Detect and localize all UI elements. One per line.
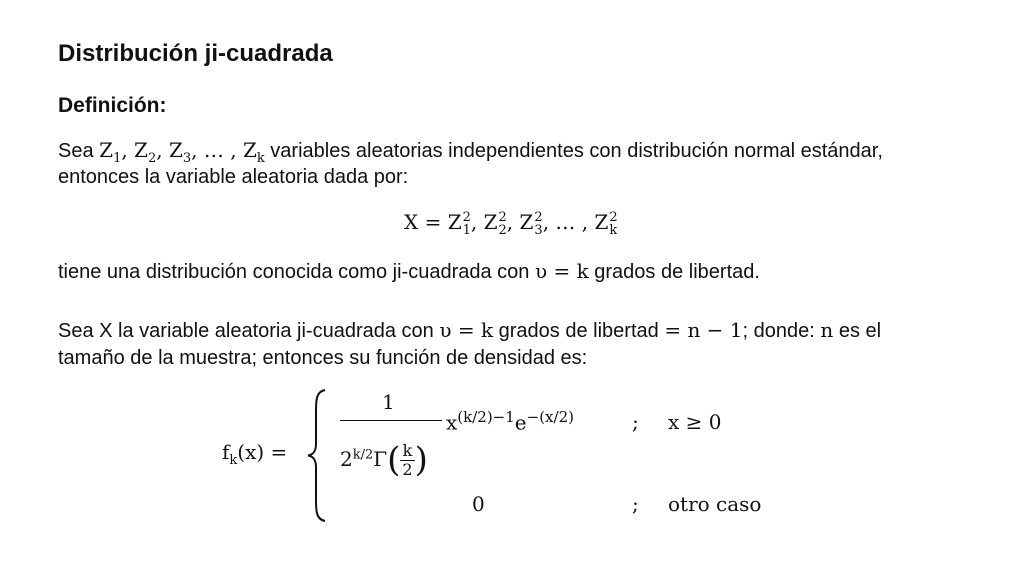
- para2-mid: grados de libertad: [493, 320, 665, 342]
- left-brace-icon: [306, 388, 328, 523]
- paragraph-variables-line2: entonces la variable aleatoria dada por:: [58, 166, 409, 188]
- nu-line-prefix: tiene una distribución conocida como ji-cuadrada con: [58, 261, 535, 283]
- fraction-numerator: 1: [382, 390, 395, 414]
- case2-value: 0: [472, 492, 485, 516]
- nu-equals-k: υ = k: [534, 259, 589, 283]
- fraction-bar: [340, 420, 442, 421]
- para1-middle: variables aleatorias independientes con distribución normal estándar,: [264, 140, 883, 162]
- para2-suffix: es el: [833, 320, 882, 342]
- para1-prefix: Sea: [58, 140, 100, 162]
- para2-mid2: ; donde:: [742, 320, 821, 342]
- definition-heading: Definición:: [58, 94, 167, 117]
- case1-condition: x ≥ 0: [668, 410, 722, 434]
- case2-separator: ;: [632, 492, 639, 516]
- z-variables-math: $Z_1$, $Z_2$, $Z_3$, … , $Z_k$: [99, 138, 265, 166]
- equals-n-minus-1: = n − 1: [664, 318, 743, 342]
- slide-title: Distribución ji-cuadrada: [58, 40, 333, 67]
- fk-label: $f_k(x)$ =: [222, 440, 288, 468]
- case1-separator: ;: [632, 410, 639, 434]
- x-sum-formula: X = Z 2 1 , Z 2 2 , Z 2 3 , … , Z 2 k: [404, 209, 618, 238]
- para2-prefix: Sea X la variable aleatoria ji-cuadrada con: [58, 320, 440, 342]
- paragraph-density: [58, 315, 881, 346]
- paragraph-density-line2: tamaño de la muestra; entonces su función de densidad es:: [58, 347, 588, 369]
- case2-condition: otro caso: [668, 492, 762, 516]
- fraction-denominator: $2^{k/2}\Gamma$( $\frac{k}{2}$ ): [340, 440, 428, 480]
- n-symbol: n: [820, 318, 834, 342]
- nu-equals-k-2: υ = k: [439, 318, 494, 342]
- nu-line-suffix: grados de libertad.: [588, 261, 760, 283]
- power-terms: $x^{(k/2)-1}e^{-(x/2)}$: [446, 408, 574, 435]
- distribution-statement: [58, 256, 760, 287]
